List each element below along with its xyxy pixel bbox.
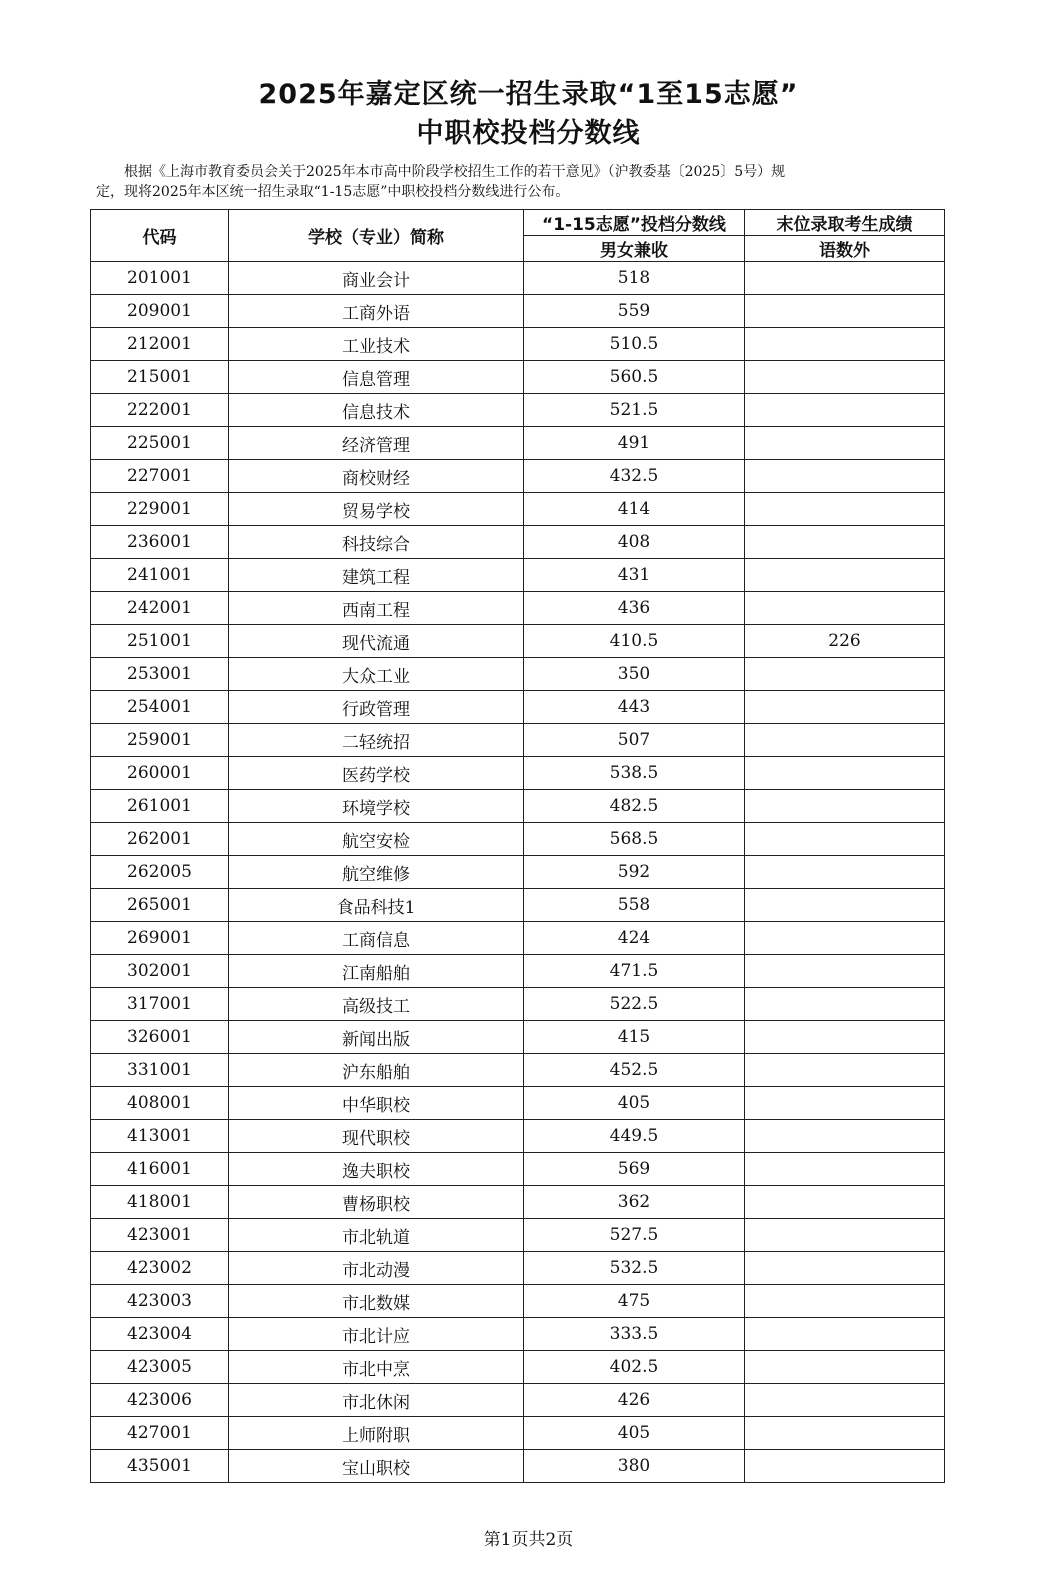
cell-code: 201001 — [91, 262, 229, 295]
cell-school: 信息技术 — [229, 394, 524, 427]
cell-last — [745, 460, 945, 493]
cell-code: 435001 — [91, 1450, 229, 1483]
cell-code: 254001 — [91, 691, 229, 724]
cell-code: 262005 — [91, 856, 229, 889]
table-row — [91, 1351, 945, 1384]
cell-school: 工业技术 — [229, 328, 524, 361]
cell-score: 350 — [524, 658, 745, 691]
cell-last — [745, 262, 945, 295]
cell-school: 市北休闲 — [229, 1384, 524, 1417]
score-table — [90, 209, 945, 1483]
cell-school: 现代流通 — [229, 625, 524, 658]
cell-code: 222001 — [91, 394, 229, 427]
cell-school: 商校财经 — [229, 460, 524, 493]
cell-score: 405 — [524, 1087, 745, 1120]
cell-score: 436 — [524, 592, 745, 625]
cell-last — [745, 1351, 945, 1384]
cell-last — [745, 295, 945, 328]
cell-score: 414 — [524, 493, 745, 526]
cell-school: 信息管理 — [229, 361, 524, 394]
cell-last — [745, 955, 945, 988]
cell-school: 二轻统招 — [229, 724, 524, 757]
cell-score: 443 — [524, 691, 745, 724]
cell-code: 418001 — [91, 1186, 229, 1219]
header-code: 代码 — [91, 210, 229, 262]
table-row — [91, 1021, 945, 1054]
cell-school: 江南船舶 — [229, 955, 524, 988]
cell-code: 423003 — [91, 1285, 229, 1318]
cell-code: 326001 — [91, 1021, 229, 1054]
table-row — [91, 1285, 945, 1318]
table-row — [91, 856, 945, 889]
cell-school: 逸夫职校 — [229, 1153, 524, 1186]
cell-code: 423005 — [91, 1351, 229, 1384]
cell-school: 商业会计 — [229, 262, 524, 295]
table-row — [91, 1186, 945, 1219]
cell-code: 423002 — [91, 1252, 229, 1285]
cell-score: 518 — [524, 262, 745, 295]
cell-school: 宝山职校 — [229, 1450, 524, 1483]
table-row — [91, 262, 945, 295]
cell-code: 227001 — [91, 460, 229, 493]
table-row — [91, 790, 945, 823]
cell-last — [745, 724, 945, 757]
table-row — [91, 757, 945, 790]
table-row — [91, 361, 945, 394]
page-footer: 第1页共2页 — [483, 1530, 574, 1550]
cell-school: 航空维修 — [229, 856, 524, 889]
table-row — [91, 1252, 945, 1285]
header-score-sub: 男女兼收 — [524, 236, 745, 262]
cell-score: 569 — [524, 1153, 745, 1186]
cell-school: 市北动漫 — [229, 1252, 524, 1285]
cell-score: 333.5 — [524, 1318, 745, 1351]
cell-last — [745, 1417, 945, 1450]
cell-school: 食品科技1 — [229, 889, 524, 922]
table-row — [91, 922, 945, 955]
table-body — [91, 262, 945, 1483]
cell-school: 曹杨职校 — [229, 1186, 524, 1219]
cell-score: 415 — [524, 1021, 745, 1054]
cell-last — [745, 427, 945, 460]
intro-line-2: 定，现将2025年本区统一招生录取“1-15志愿”中职校投档分数线进行公布。 — [96, 184, 570, 200]
cell-school: 新闻出版 — [229, 1021, 524, 1054]
cell-code: 413001 — [91, 1120, 229, 1153]
cell-code: 408001 — [91, 1087, 229, 1120]
cell-school: 经济管理 — [229, 427, 524, 460]
cell-last — [745, 1021, 945, 1054]
cell-last — [745, 757, 945, 790]
header-score-group: “1-15志愿”投档分数线 — [524, 210, 745, 236]
cell-score: 471.5 — [524, 955, 745, 988]
cell-code: 423006 — [91, 1384, 229, 1417]
table-row — [91, 988, 945, 1021]
table-row — [91, 691, 945, 724]
cell-code: 212001 — [91, 328, 229, 361]
cell-score: 568.5 — [524, 823, 745, 856]
cell-code: 423004 — [91, 1318, 229, 1351]
cell-score: 431 — [524, 559, 745, 592]
cell-score: 491 — [524, 427, 745, 460]
table-row — [91, 625, 945, 658]
cell-score: 538.5 — [524, 757, 745, 790]
cell-last — [745, 1318, 945, 1351]
cell-school: 建筑工程 — [229, 559, 524, 592]
cell-last — [745, 1219, 945, 1252]
cell-score: 507 — [524, 724, 745, 757]
cell-score: 592 — [524, 856, 745, 889]
cell-last — [745, 691, 945, 724]
table-header — [91, 210, 945, 262]
cell-school: 贸易学校 — [229, 493, 524, 526]
cell-code: 302001 — [91, 955, 229, 988]
cell-school: 高级技工 — [229, 988, 524, 1021]
cell-last — [745, 922, 945, 955]
cell-code: 236001 — [91, 526, 229, 559]
table-row — [91, 592, 945, 625]
cell-school: 工商信息 — [229, 922, 524, 955]
cell-code: 416001 — [91, 1153, 229, 1186]
cell-school: 市北计应 — [229, 1318, 524, 1351]
cell-last — [745, 592, 945, 625]
cell-last — [745, 1252, 945, 1285]
cell-code: 269001 — [91, 922, 229, 955]
cell-score: 424 — [524, 922, 745, 955]
cell-score: 532.5 — [524, 1252, 745, 1285]
header-school: 学校（专业）简称 — [229, 210, 524, 262]
cell-score: 521.5 — [524, 394, 745, 427]
table-row — [91, 1450, 945, 1483]
cell-code: 242001 — [91, 592, 229, 625]
cell-last — [745, 988, 945, 1021]
cell-code: 261001 — [91, 790, 229, 823]
table-row — [91, 1120, 945, 1153]
cell-score: 380 — [524, 1450, 745, 1483]
cell-code: 317001 — [91, 988, 229, 1021]
cell-code: 427001 — [91, 1417, 229, 1450]
cell-code: 215001 — [91, 361, 229, 394]
cell-school: 市北数媒 — [229, 1285, 524, 1318]
cell-school: 环境学校 — [229, 790, 524, 823]
table-row — [91, 955, 945, 988]
cell-code: 225001 — [91, 427, 229, 460]
cell-score: 475 — [524, 1285, 745, 1318]
cell-code: 265001 — [91, 889, 229, 922]
cell-last — [745, 559, 945, 592]
cell-last — [745, 361, 945, 394]
cell-school: 科技综合 — [229, 526, 524, 559]
cell-school: 行政管理 — [229, 691, 524, 724]
header-last-sub: 语数外 — [745, 236, 945, 262]
cell-last — [745, 856, 945, 889]
cell-score: 432.5 — [524, 460, 745, 493]
cell-school: 现代职校 — [229, 1120, 524, 1153]
table-row — [91, 1384, 945, 1417]
cell-last — [745, 1087, 945, 1120]
cell-score: 452.5 — [524, 1054, 745, 1087]
cell-code: 209001 — [91, 295, 229, 328]
cell-school: 上师附职 — [229, 1417, 524, 1450]
cell-school: 医药学校 — [229, 757, 524, 790]
cell-school: 市北轨道 — [229, 1219, 524, 1252]
cell-school: 大众工业 — [229, 658, 524, 691]
table-row — [91, 658, 945, 691]
table-row — [91, 394, 945, 427]
table-row — [91, 493, 945, 526]
cell-last — [745, 1285, 945, 1318]
cell-score: 522.5 — [524, 988, 745, 1021]
cell-school: 市北中烹 — [229, 1351, 524, 1384]
cell-last — [745, 658, 945, 691]
header-last-group: 末位录取考生成绩 — [745, 210, 945, 236]
cell-last — [745, 328, 945, 361]
cell-last — [745, 889, 945, 922]
cell-score: 402.5 — [524, 1351, 745, 1384]
cell-score: 510.5 — [524, 328, 745, 361]
cell-last — [745, 1450, 945, 1483]
table-row — [91, 1417, 945, 1450]
document-subtitle: 中职校投档分数线 — [416, 118, 641, 149]
cell-last — [745, 1153, 945, 1186]
cell-score: 559 — [524, 295, 745, 328]
table-row — [91, 1054, 945, 1087]
cell-code: 259001 — [91, 724, 229, 757]
table-row — [91, 889, 945, 922]
cell-last — [745, 823, 945, 856]
cell-last — [745, 1186, 945, 1219]
document-title: 2025年嘉定区统一招生录取“1至15志愿” — [258, 79, 799, 110]
cell-last: 226 — [745, 625, 945, 658]
cell-school: 西南工程 — [229, 592, 524, 625]
cell-score: 426 — [524, 1384, 745, 1417]
cell-code: 260001 — [91, 757, 229, 790]
table-row — [91, 823, 945, 856]
cell-last — [745, 493, 945, 526]
cell-score: 482.5 — [524, 790, 745, 823]
cell-score: 449.5 — [524, 1120, 745, 1153]
table-row — [91, 1219, 945, 1252]
cell-code: 331001 — [91, 1054, 229, 1087]
cell-score: 560.5 — [524, 361, 745, 394]
cell-score: 408 — [524, 526, 745, 559]
cell-code: 262001 — [91, 823, 229, 856]
cell-last — [745, 1384, 945, 1417]
cell-code: 423001 — [91, 1219, 229, 1252]
cell-code: 251001 — [91, 625, 229, 658]
cell-score: 410.5 — [524, 625, 745, 658]
cell-score: 362 — [524, 1186, 745, 1219]
table-row — [91, 328, 945, 361]
cell-last — [745, 790, 945, 823]
cell-school: 航空安检 — [229, 823, 524, 856]
cell-code: 253001 — [91, 658, 229, 691]
table-row — [91, 427, 945, 460]
table-row — [91, 559, 945, 592]
cell-last — [745, 526, 945, 559]
table-row — [91, 526, 945, 559]
cell-school: 工商外语 — [229, 295, 524, 328]
cell-score: 405 — [524, 1417, 745, 1450]
cell-school: 沪东船舶 — [229, 1054, 524, 1087]
table-row — [91, 460, 945, 493]
cell-last — [745, 1120, 945, 1153]
table-row — [91, 724, 945, 757]
cell-last — [745, 394, 945, 427]
table-row — [91, 1153, 945, 1186]
cell-code: 229001 — [91, 493, 229, 526]
cell-last — [745, 1054, 945, 1087]
cell-code: 241001 — [91, 559, 229, 592]
table-row — [91, 1087, 945, 1120]
table-row — [91, 295, 945, 328]
cell-score: 527.5 — [524, 1219, 745, 1252]
intro-line-1: 根据《上海市教育委员会关于2025年本市高中阶段学校招生工作的若干意见》（沪教委基〔2025〕5号）规 — [124, 164, 786, 180]
table-row — [91, 1318, 945, 1351]
cell-school: 中华职校 — [229, 1087, 524, 1120]
intro-paragraph — [96, 162, 938, 202]
cell-score: 558 — [524, 889, 745, 922]
